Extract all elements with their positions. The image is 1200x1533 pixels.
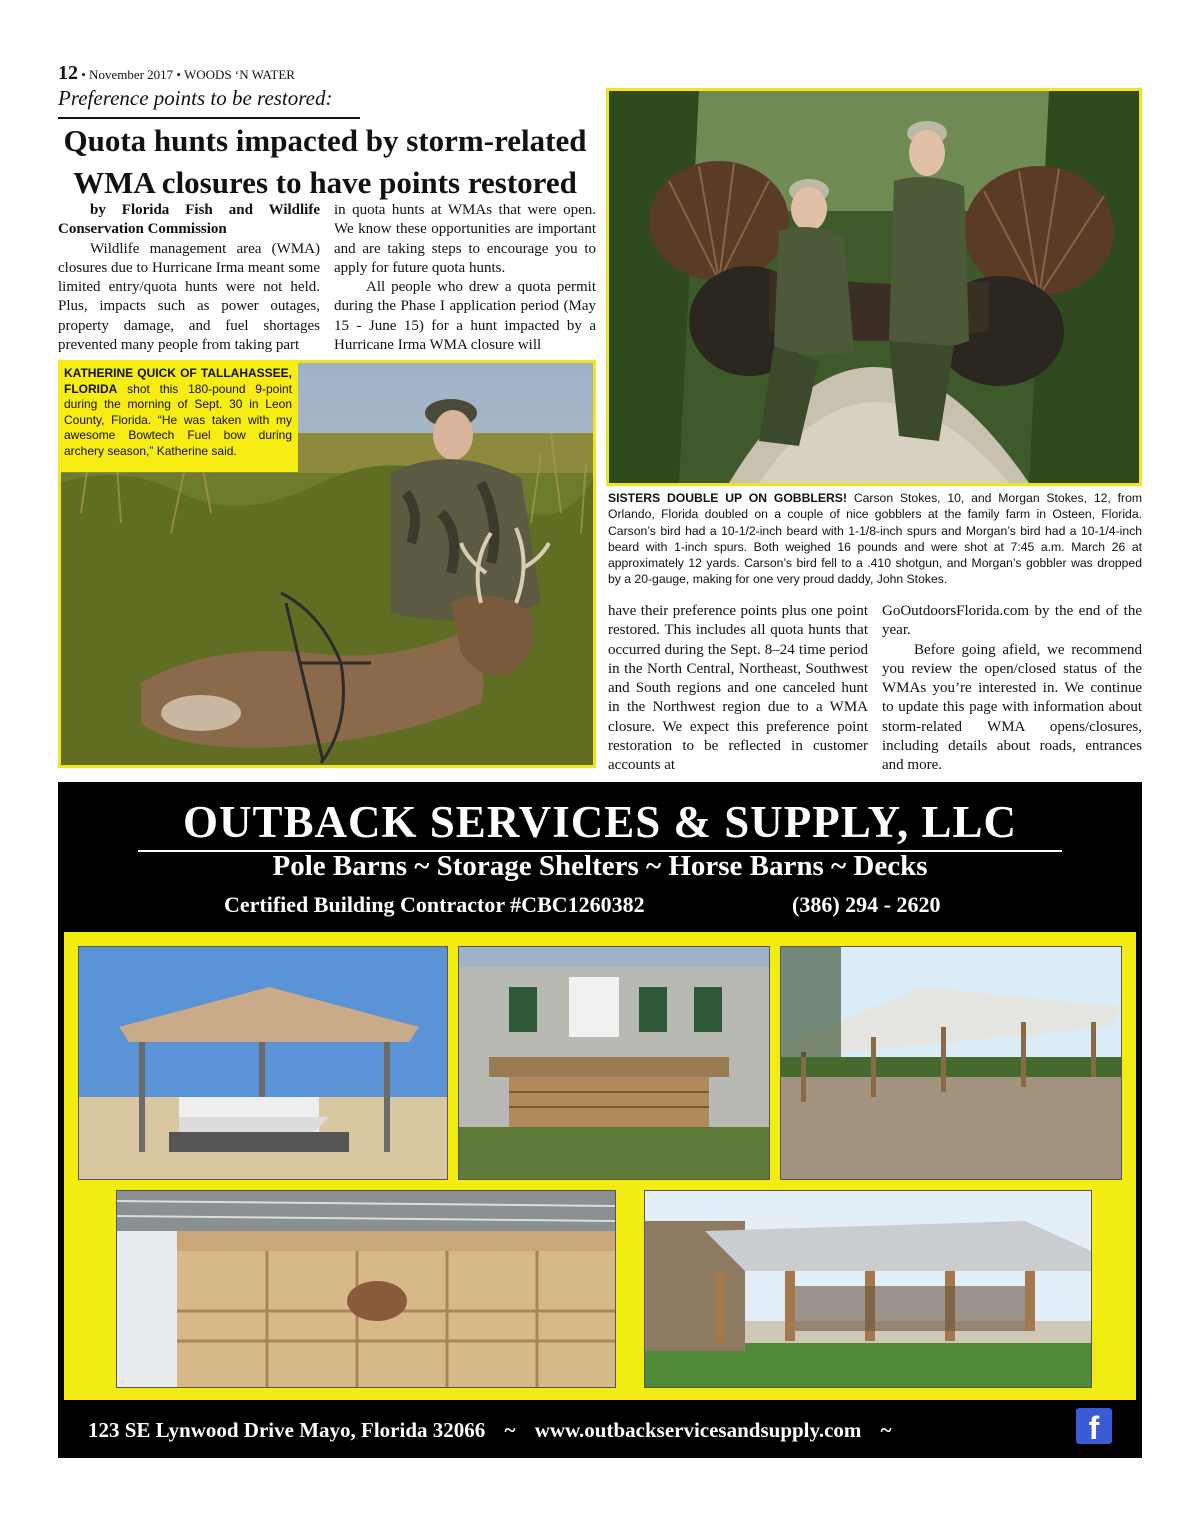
turkey-caption-lead: SISTERS DOUBLE UP ON GOBBLERS!	[608, 491, 847, 505]
page-number: 12	[58, 62, 78, 84]
turkey-photo-caption	[608, 490, 1142, 588]
turkey-caption-text: Carson Stokes, 10, and Morgan Stokes, 12, from Orlando, Florida doubled on a couple of nice gobblers at the family farm in Osteen, Florida. Carson’s bird had a 10-1/2-inch beard with 1-1/8-inch spurs and Morgan’s bird had a 10-1/4-inch beard with 1-inch spurs. Both weighed 16 pounds and were shot at 7:45 a.m. March 26 at approximately 12 yards. Carson’s bird fell to a .410 shotgun, and Morgan’s gobbler was dropped by a 20-gauge, making for one very proud daddy, John Stokes.	[608, 491, 1142, 587]
ad-phone: (386) 294 - 2620	[792, 892, 941, 917]
article-column-2	[334, 201, 596, 355]
kicker: Preference points to be restored:	[58, 86, 333, 110]
ad-title: OUTBACK SERVICES & SUPPLY, LLC	[182, 797, 1018, 847]
deck-photo	[458, 946, 770, 1180]
paragraph-2: All people who drew a quota permit during the Phase I application period (May 15 - June 15) for a hunt impacted by a Hurricane Irma WMA closure will	[334, 279, 596, 354]
ad-license: Certified Building Contractor #CBC1260382	[224, 892, 645, 917]
ad-photo-panel	[64, 932, 1136, 1400]
headline-line-1: Quota hunts impacted by storm-related	[63, 123, 587, 158]
headline	[54, 120, 596, 204]
ad-services: Pole Barns ~ Storage Shelters ~ Horse Barns ~ Decks	[272, 850, 928, 882]
ad-separator: ~	[504, 1418, 516, 1442]
open-pole-barn-photo	[780, 946, 1122, 1180]
paragraph-1-continued: in quota hunts at WMAs that were open. We know these opportunities are important and are taking steps to encourage you to apply for future quota hunts.	[334, 202, 596, 276]
horse-barn-interior-photo	[116, 1190, 616, 1388]
outback-advertisement	[58, 782, 1142, 1458]
pole-barn-rv-photo	[78, 946, 448, 1180]
turkey-photo-image	[609, 91, 1139, 483]
article-column-4	[882, 602, 1142, 776]
issue-line: • November 2017 • WOODS ‘N WATER	[81, 67, 295, 82]
article-column-3	[608, 602, 868, 776]
byline: by Florida Fish and Wildlife Conservation Commission	[58, 202, 320, 238]
paragraph-1: Wildlife management area (WMA) closures due to Hurricane Irma meant some limited entry/quota hunts were not held. Plus, impacts such as power outages, property damage, and fuel shortages prevented many people from taking part	[58, 240, 320, 354]
paragraph-3: Before going afield, we recommend you review the open/closed status of the WMAs you’re interested in. We continue to update this page with information about storm-related WMA opens/closures, including details about roads, entrances and more.	[882, 641, 1142, 774]
ad-footer	[88, 1418, 1088, 1443]
headline-line-2: WMA closures to have points restored	[73, 165, 577, 200]
horse-barn-exterior-photo	[644, 1190, 1092, 1388]
article-column-1	[58, 201, 320, 355]
deer-photo-caption	[58, 360, 298, 472]
deer-caption-lead: KATHERINE QUICK OF TALLAHASSEE, FLORIDA	[64, 366, 292, 396]
paragraph-2-end: GoOutdoorsFlorida.com by the end of the year.	[882, 603, 1142, 639]
ad-website[interactable]: www.outbackservicesandsupply.com	[534, 1418, 862, 1442]
facebook-icon[interactable]: f	[1076, 1408, 1112, 1444]
deer-caption-text: shot this 180-pound 9-point during the morning of Sept. 30 in Leon County, Florida. “He was taken with my awesome Bowtech Fuel bow during archery season,” Katherine said.	[64, 381, 292, 458]
ad-separator: ~	[880, 1418, 892, 1442]
paragraph-2-continued: have their preference points plus one point restored. This includes all quota hunts that occurred during the Sept. 8–24 time period in the North Central, Northeast, Southwest and South regions and one canceled hunt in the Northwest region due to a WMA closure. We expect this preference point restoration to be reflected in customer accounts at	[608, 603, 868, 774]
ad-address: 123 SE Lynwood Drive Mayo, Florida 32066	[88, 1418, 486, 1442]
turkey-photo	[606, 88, 1142, 486]
kicker-rule	[58, 117, 360, 119]
running-head	[58, 62, 295, 85]
